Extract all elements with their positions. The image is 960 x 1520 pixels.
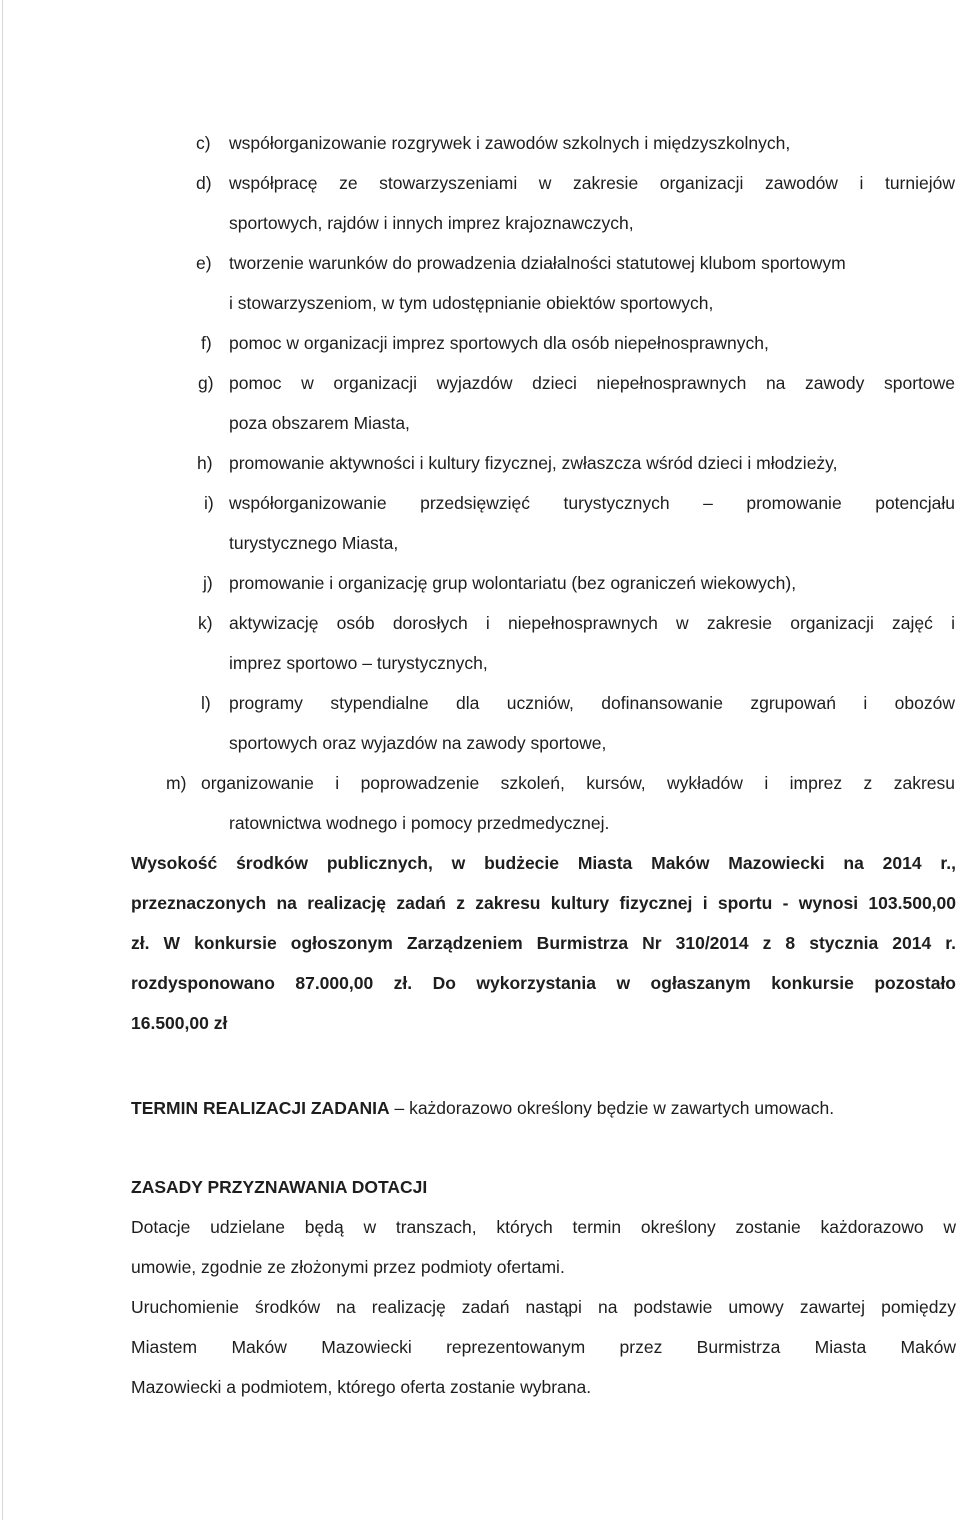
- funds-line: 16.500,00 zł: [131, 1013, 228, 1033]
- list-item-text: pomoc w organizacji wyjazdów dzieci niepełnosprawnych na zawody sportowe: [229, 373, 955, 393]
- list-item-text: turystycznego Miasta,: [229, 533, 399, 553]
- rules-line: Dotacje udzielane będą w transzach, których termin określony zostanie każdorazowo w: [131, 1217, 956, 1237]
- term-line: [131, 1093, 956, 1123]
- list-marker: l): [201, 693, 211, 713]
- list-marker: g): [198, 373, 214, 393]
- list-item-text: współpracę ze stowarzyszeniami w zakresie organizacji zawodów i turniejów: [229, 173, 955, 193]
- list-item: [0, 448, 960, 488]
- list-marker: e): [196, 253, 212, 273]
- list-marker: h): [197, 453, 213, 473]
- list-item-text: pomoc w organizacji imprez sportowych dla osób niepełnosprawnych,: [229, 333, 769, 353]
- rules-line: Mazowiecki a podmiotem, którego oferta zostanie wybrana.: [131, 1377, 592, 1397]
- list-marker: c): [196, 133, 211, 153]
- rules-paragraph-1: [131, 1212, 956, 1292]
- list-marker: m): [166, 773, 187, 793]
- list-item: [0, 768, 960, 848]
- list-item: [0, 488, 960, 568]
- list-item-text: aktywizację osób dorosłych i niepełnosprawnych w zakresie organizacji zajęć i: [229, 613, 955, 633]
- funds-line: zł. W konkursie ogłoszonym Zarządzeniem Burmistrza Nr 310/2014 z 8 stycznia 2014 r.: [131, 933, 956, 953]
- list-item-text: ratownictwa wodnego i pomocy przedmedycznej.: [229, 813, 610, 833]
- rules-line: Miastem Maków Mazowiecki reprezentowanym przez Burmistrza Miasta Maków: [131, 1337, 956, 1357]
- list-marker: j): [203, 573, 213, 593]
- term-section: [131, 1093, 956, 1123]
- list-marker: f): [201, 333, 212, 353]
- term-heading: TERMIN REALIZACJI ZADANIA: [131, 1098, 390, 1118]
- rules-paragraph-2: [131, 1292, 956, 1412]
- rules-heading: ZASADY PRZYZNAWANIA DOTACJI: [131, 1177, 428, 1197]
- list-item-text: poza obszarem Miasta,: [229, 413, 410, 433]
- term-text: – każdorazowo określony będzie w zawartych umowach.: [389, 1098, 835, 1118]
- list-item-text: imprez sportowo – turystycznych,: [229, 653, 488, 673]
- list-item-text: promowanie aktywności i kultury fizycznej, zwłaszcza wśród dzieci i młodzieży,: [229, 453, 838, 473]
- funds-line: Wysokość środków publicznych, w budżecie Miasta Maków Mazowiecki na 2014 r.,: [131, 853, 956, 873]
- rules-line: umowie, zgodnie ze złożonymi przez podmioty ofertami.: [131, 1257, 565, 1277]
- list-item-text: współorganizowanie rozgrywek i zawodów szkolnych i międzyszkolnych,: [229, 133, 791, 153]
- list-item-text: i stowarzyszeniom, w tym udostępnianie obiektów sportowych,: [229, 293, 714, 313]
- list-item: [0, 368, 960, 448]
- list-item-text: programy stypendialne dla uczniów, dofinansowanie zgrupowań i obozów: [229, 693, 955, 713]
- list-item: [0, 248, 960, 328]
- list-marker: i): [204, 493, 214, 513]
- list-marker: d): [196, 173, 212, 193]
- funds-paragraph: [131, 848, 956, 1048]
- list-item: [0, 608, 960, 688]
- list-marker: k): [198, 613, 213, 633]
- funds-line: rozdysponowano 87.000,00 zł. Do wykorzystania w ogłaszanym konkursie pozostało: [131, 973, 956, 993]
- list-item-text: sportowych oraz wyjazdów na zawody sportowe,: [229, 733, 607, 753]
- list-item: [0, 128, 960, 168]
- list-item-text: organizowanie i poprowadzenie szkoleń, kursów, wykładów i imprez z zakresu: [201, 773, 955, 793]
- list-item: [0, 328, 960, 368]
- funds-line: przeznaczonych na realizację zadań z zakresu kultury fizycznej i sportu - wynosi 103.500,00: [131, 893, 956, 913]
- list-item: [0, 168, 960, 248]
- rules-line: Uruchomienie środków na realizację zadań nastąpi na podstawie umowy zawartej pomiędzy: [131, 1297, 956, 1317]
- list-item: [0, 688, 960, 768]
- list-item: [0, 568, 960, 608]
- task-list: [0, 128, 960, 848]
- list-item-text: tworzenie warunków do prowadzenia działalności statutowej klubom sportowym: [229, 253, 846, 273]
- list-item-text: sportowych, rajdów i innych imprez krajoznawczych,: [229, 213, 634, 233]
- list-item-text: współorganizowanie przedsięwzięć turystycznych – promowanie potencjału: [229, 493, 955, 513]
- list-item-text: promowanie i organizację grup wolontariatu (bez ograniczeń wiekowych),: [229, 573, 797, 593]
